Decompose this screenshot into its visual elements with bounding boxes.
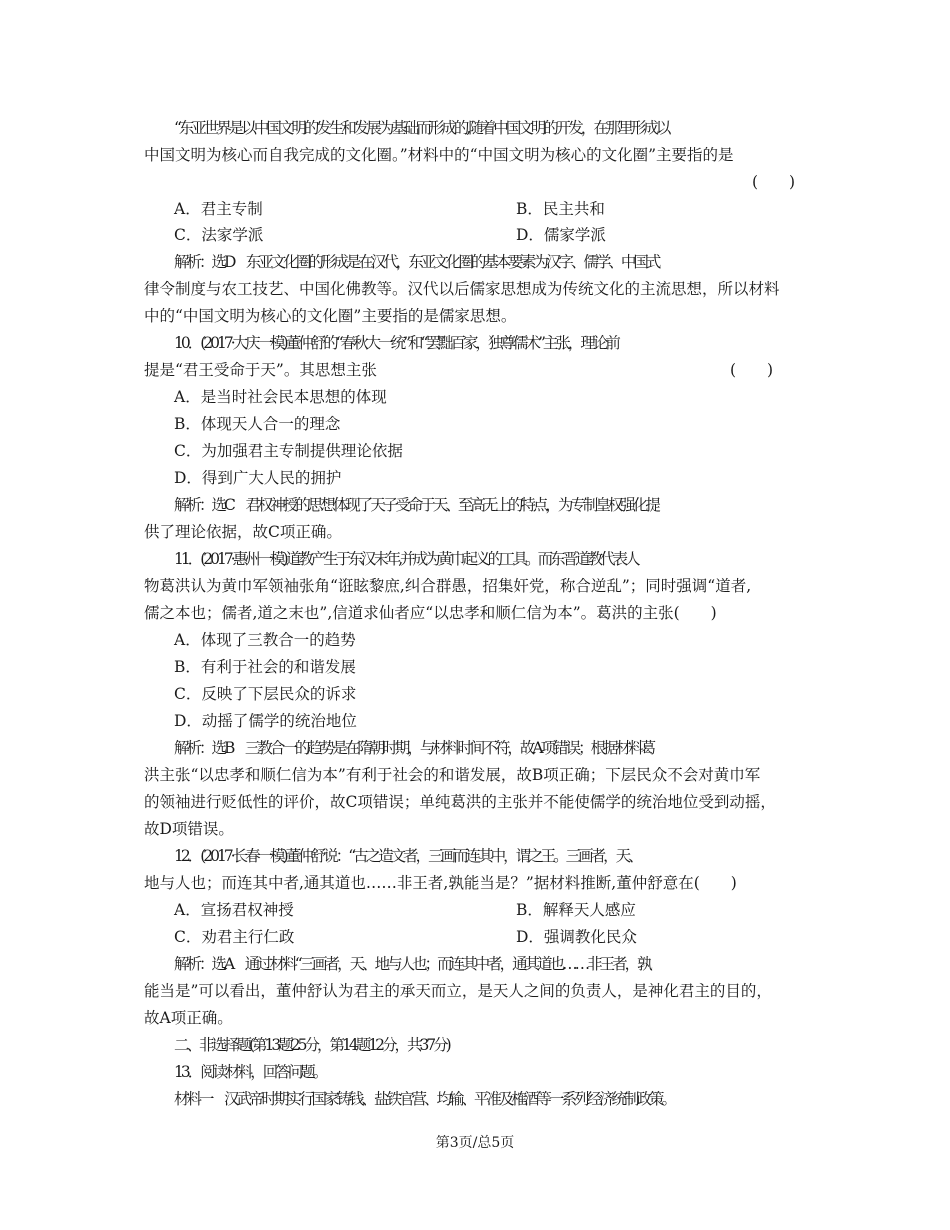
question-9-answer-paren: ( )	[752, 173, 796, 191]
question-10-stem-line2: 提是“君王受命于天”。其思想主张	[144, 361, 377, 379]
question-11-stem-line1: 11．(2017·惠州一模)道教产生于东汉末年,并成为黄巾起义的工具。而东晋道教代表人	[174, 550, 638, 568]
question-11-option-b: B．有利于社会的和谐发展	[174, 658, 356, 676]
question-10-stem-line1: 10．(2017·大庆一模)董仲舒的“春秋大一统”和“罢黜百家，独尊儒术”主张，理论前	[174, 334, 618, 352]
question-12-stem-line1: 12．(2017·长春一模)董仲舒说：“古之造文者，三画而连其中，谓之王。三画者，天、	[174, 847, 641, 865]
question-10-analysis-line2: 供了理论依据，故C项正确。	[144, 523, 342, 541]
question-11-analysis-line1: 解析：选B 三教合一的趋势是在隋朝时期，与材料时间不符，故A项错误；根据材料葛	[174, 739, 654, 757]
question-9-analysis-line1: 解析：选D 东亚文化圈的形成是在汉代，东亚文化圈的基本要素为汉字、儒学、中国式	[174, 253, 659, 271]
question-11-option-c: C．反映了下层民众的诉求	[174, 685, 357, 703]
question-9-option-b: B．民主共和	[516, 200, 605, 218]
question-11-analysis-line3: 的领袖进行贬低性的评价，故C项错误；单纯葛洪的主张并不能使儒学的统治地位受到动摇，	[144, 793, 776, 811]
question-11-option-a: A．体现了三教合一的趋势	[174, 631, 356, 649]
question-10-answer-paren: ( )	[730, 361, 774, 379]
question-9-option-a: A．君主专制	[174, 200, 263, 218]
question-11-analysis-line4: 故D项错误。	[144, 820, 234, 838]
section-2-heading: 二、非选择题(第13题25分，第14题12分，共37分)	[174, 1036, 449, 1054]
question-13-stem: 13．阅读材料，回答问题。	[174, 1063, 326, 1081]
question-10-option-c: C．为加强君主专制提供理论依据	[174, 442, 403, 460]
question-10-option-d: D．得到广大人民的拥护	[174, 469, 342, 487]
question-12-option-b: B．解释天人感应	[516, 901, 636, 919]
question-12-option-d: D．强调教化民众	[516, 928, 637, 946]
question-12-analysis-line3: 故A项正确。	[144, 1009, 233, 1027]
question-12-option-c: C．劝君主行仁政	[174, 928, 295, 946]
question-9-analysis-line3: 中的“中国文明为核心的文化圈”主要指的是儒家思想。	[144, 307, 517, 325]
question-9-stem-line2: 中国文明为核心而自我完成的文化圈。”材料中的“中国文明为核心的文化圈”主要指的是	[144, 146, 734, 164]
question-9-analysis-line2: 律令制度与农工技艺、中国化佛教等。汉代以后儒家思想成为传统文化的主流思想，所以材料	[144, 280, 780, 298]
question-11-stem-line3: 儒之本也；儒者,道之末也”,信道求仙者应“以忠孝和顺仁信为本”。葛洪的主张( )	[144, 604, 717, 622]
question-12-option-a: A．宣扬君权神授	[174, 901, 294, 919]
question-12-analysis-line1: 解析：选A 通过材料“三画者，天、地与人也；而连其中者，通其道也……非王者，孰	[174, 955, 650, 973]
page-number-footer: 第3页/总5页	[435, 1135, 515, 1151]
question-9-stem-line1: “东亚世界是以中国文明的发生和发展为基础而形成的,随着中国文明的开发，在那里形成以	[174, 119, 669, 137]
question-9-option-c: C．法家学派	[174, 226, 264, 244]
question-13-material-1: 材料一 汉武帝时期实行国家铸钱、盐铁官营、均输、平准及榷酒等一系列经济统制政策。	[174, 1090, 675, 1108]
question-11-option-d: D．动摇了儒学的统治地位	[174, 712, 357, 730]
question-9-option-d: D．儒家学派	[516, 226, 606, 244]
question-10-analysis-line1: 解析：选C 君权神授的思想体现了天子受命于天、至高无上的特点，为专制皇权强化提	[174, 496, 658, 514]
question-11-stem-line2: 物葛洪认为黄巾军领袖张角“诳眩黎庶,纠合群愚，招集奸党，称合逆乱”；同时强调“道者,	[144, 577, 752, 595]
question-11-analysis-line2: 洪主张“以忠孝和顺仁信为本”有利于社会的和谐发展，故B项正确；下层民众不会对黄巾军	[144, 766, 761, 784]
question-10-option-a: A．是当时社会民本思想的体现	[174, 388, 387, 406]
question-10-option-b: B．体现天人合一的理念	[174, 415, 341, 433]
question-12-analysis-line2: 能当是”可以看出，董仲舒认为君主的承天而立，是天人之间的负责人，是神化君主的目的，	[144, 982, 772, 1000]
question-12-stem-line2: 地与人也；而连其中者,通其道也……非王者,孰能当是？”据材料推断,董仲舒意在( )	[144, 874, 737, 892]
